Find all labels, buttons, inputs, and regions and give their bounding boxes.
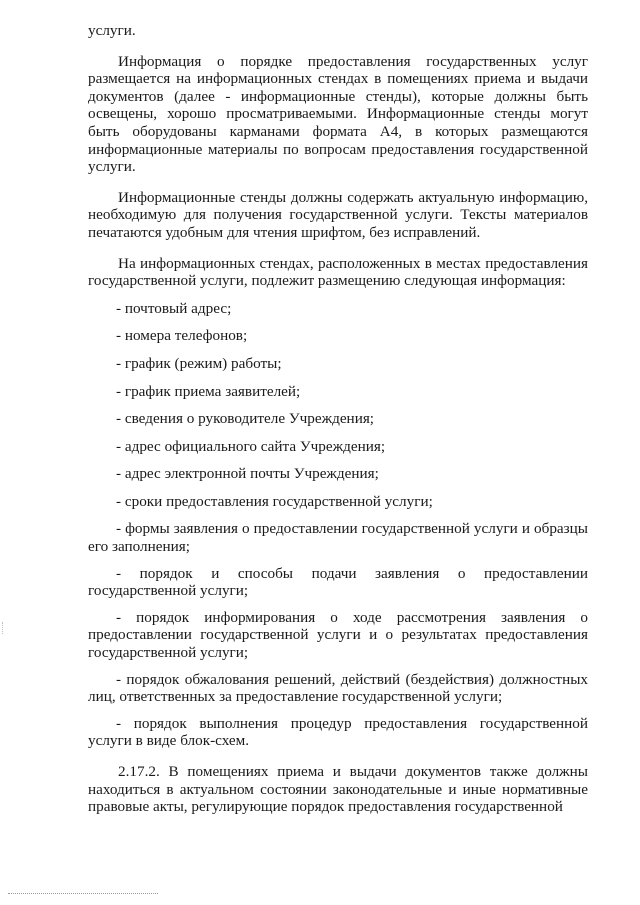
list-item-submission-methods: - порядок и способы подачи заявления о предоставлении государственной услуги; xyxy=(88,564,588,600)
list-item-phone-numbers: - номера телефонов; xyxy=(116,327,248,345)
paragraph-stand-content: Информационные стенды должны содержать актуальную информацию, необходимую для получения государственной услуги. Тексты материалов печатаются удобным для чтения шрифтом, без исправлений. xyxy=(88,188,588,241)
document-body xyxy=(88,22,588,816)
list-item-work-schedule: - график (режим) работы; xyxy=(116,354,282,372)
list-item-progress-notification: - порядок информирования о ходе рассмотрения заявления о предоставлении государственной услуги и о результатах предоставления государственной услуги; xyxy=(88,608,588,662)
scan-edge-mark xyxy=(2,622,5,634)
list-item-postal-address: - почтовый адрес; xyxy=(116,299,232,317)
list-item-application-forms: - формы заявления о предоставлении государственной услуги и образцы его заполнения; xyxy=(88,520,588,556)
list-item-director-info: - сведения о руководителе Учреждения; xyxy=(116,410,375,428)
list-item-service-terms: - сроки предоставления государственной услуги; xyxy=(116,492,433,510)
paragraph-stand-list-intro: На информационных стендах, расположенных в местах предоставления государственной услуги, подлежит размещению следующая информация: xyxy=(88,254,588,290)
list-item-email-address: - адрес электронной почты Учреждения; xyxy=(116,465,379,483)
list-item-reception-schedule: - график приема заявителей; xyxy=(116,382,301,400)
paragraph-section-2-17-2: 2.17.2. В помещениях приема и выдачи документов также должны находиться в актуальном состоянии законодательные и иные нормативные правовые акты, регулирующие порядок предоставления государственной xyxy=(88,763,588,816)
list-item-website-address: - адрес официального сайта Учреждения; xyxy=(116,437,386,455)
list-item-appeal-procedure: - порядок обжалования решений, действий (бездействия) должностных лиц, ответственных за предоставление государственной услуги; xyxy=(88,670,588,706)
footer-dotted-line xyxy=(8,893,158,894)
lead-fragment: услуги. xyxy=(88,22,136,39)
paragraph-info-placement: Информация о порядке предоставления государственных услуг размещается на информационных стендах в помещениях приема и выдачи документов (далее - информационные стенды), которые должны быть освещены, хорошо просматриваемыми. Информационные стенды могут быть оборудованы карманами формата А4, в которых размещаются информационные материалы по вопросам предоставления государственной услуги. xyxy=(88,52,588,176)
list-item-flowcharts: - порядок выполнения процедур предоставления государственной услуги в виде блок-схем. xyxy=(88,714,588,750)
